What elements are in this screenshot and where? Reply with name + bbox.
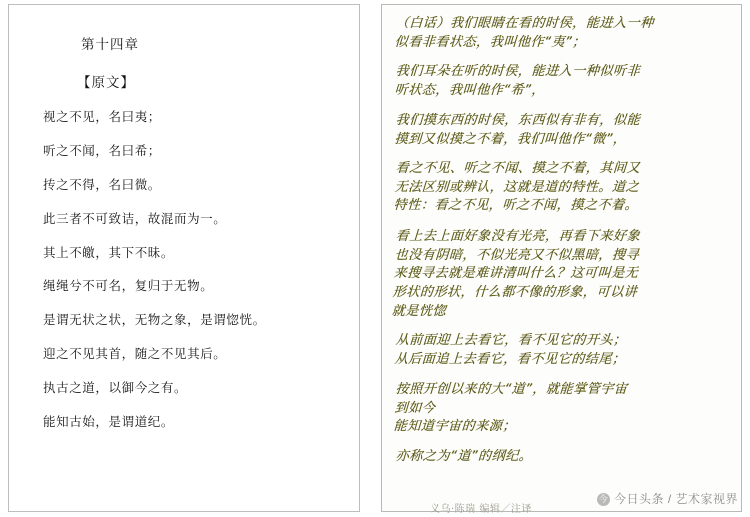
- translation-line: 来搜寻去就是难讲清叫什么？这可叫是无: [393, 266, 639, 282]
- translation-line: 看上去上面好象没有光亮，再看下来好象: [395, 228, 641, 244]
- chapter-title: 第十四章: [81, 37, 139, 52]
- translation-block: [391, 228, 729, 322]
- verse-line: 绳绳兮不可名，复归于无物。: [43, 279, 214, 294]
- translation-line: （白话）我们眼睛在看的时侯，能进入一种: [395, 16, 655, 31]
- translation-line: 特性：看之不见，听之不闻，摸之不着。: [393, 198, 639, 214]
- watermark-text: 今日头条 / 艺术家视界: [613, 492, 738, 506]
- watermark: [597, 490, 738, 507]
- verse-line: 视之不见，名曰夷；: [43, 110, 161, 124]
- verse-line: 是谓无状之状，无物之象，是谓惚恍。: [43, 313, 266, 328]
- translation-line: 到如今: [394, 400, 436, 416]
- editor-credit: 义乌·陈瑞 编辑／注译: [430, 504, 532, 515]
- translation-block: [394, 15, 729, 52]
- translation-line: 从前面迎上去看它，看不见它的开头；: [395, 333, 627, 349]
- translation-line: 摸到又似摸之不着，我们叫他作“微”，: [394, 131, 627, 147]
- translation-line: 无法区别或辨认，这就是道的特性。道之: [394, 180, 640, 196]
- section-label-original: 【原文】: [77, 75, 135, 90]
- translation-page: [381, 4, 742, 512]
- translation-line: 形状的形状，什么都不像的形象，可以讲: [392, 284, 638, 300]
- translation-line: 按照开创以来的大“道”，就能掌管宇宙: [395, 381, 628, 397]
- translation-block: [393, 381, 729, 437]
- verse-list: [43, 109, 329, 431]
- translation-line: 似看非看状态，我叫他作“夷”；: [394, 34, 587, 50]
- translation-block: [393, 160, 729, 216]
- translation-line: 我们耳朵在听的时侯，能进入一种似听非: [395, 64, 641, 80]
- translation-line: 听状态，我叫他作“希”，: [394, 83, 546, 99]
- watermark-logo-icon: 今: [598, 494, 609, 505]
- translation-line: 也没有阴暗，不似光亮又不似黑暗，搜寻: [394, 247, 640, 263]
- translation-line: 我们摸东西的时侯，东西似有非有，似能: [395, 112, 641, 128]
- verse-line: 迎之不见其首，随之不见其后。: [43, 347, 227, 362]
- translation-line: 从后面追上去看它，看不见它的结尾；: [394, 352, 626, 368]
- translation-block: [394, 112, 729, 149]
- translation-line: 能知道宇宙的来源；: [393, 419, 517, 435]
- translation-block: [394, 63, 729, 100]
- verse-line: 听之不闻，名曰希；: [43, 143, 161, 158]
- verse-line: 其上不皦，其下不昧。: [43, 245, 175, 260]
- translation-line: 亦称之为“道”的纲纪。: [395, 448, 533, 464]
- original-text-page: [8, 4, 360, 512]
- verse-line: 执古之道，以御今之有。: [43, 381, 188, 395]
- verse-line: 能知古始，是谓道纪。: [43, 414, 175, 429]
- verse-line: 此三者不可致诘，故混而为一。: [43, 211, 227, 226]
- verse-line: 抟之不得，名曰微。: [43, 177, 161, 192]
- translation-line: 看之不见、听之不闻、摸之不着，其间又: [395, 161, 641, 177]
- translation-block: [395, 448, 729, 467]
- translation-line: 就是恍惚: [391, 303, 447, 319]
- translation-block: [394, 332, 729, 369]
